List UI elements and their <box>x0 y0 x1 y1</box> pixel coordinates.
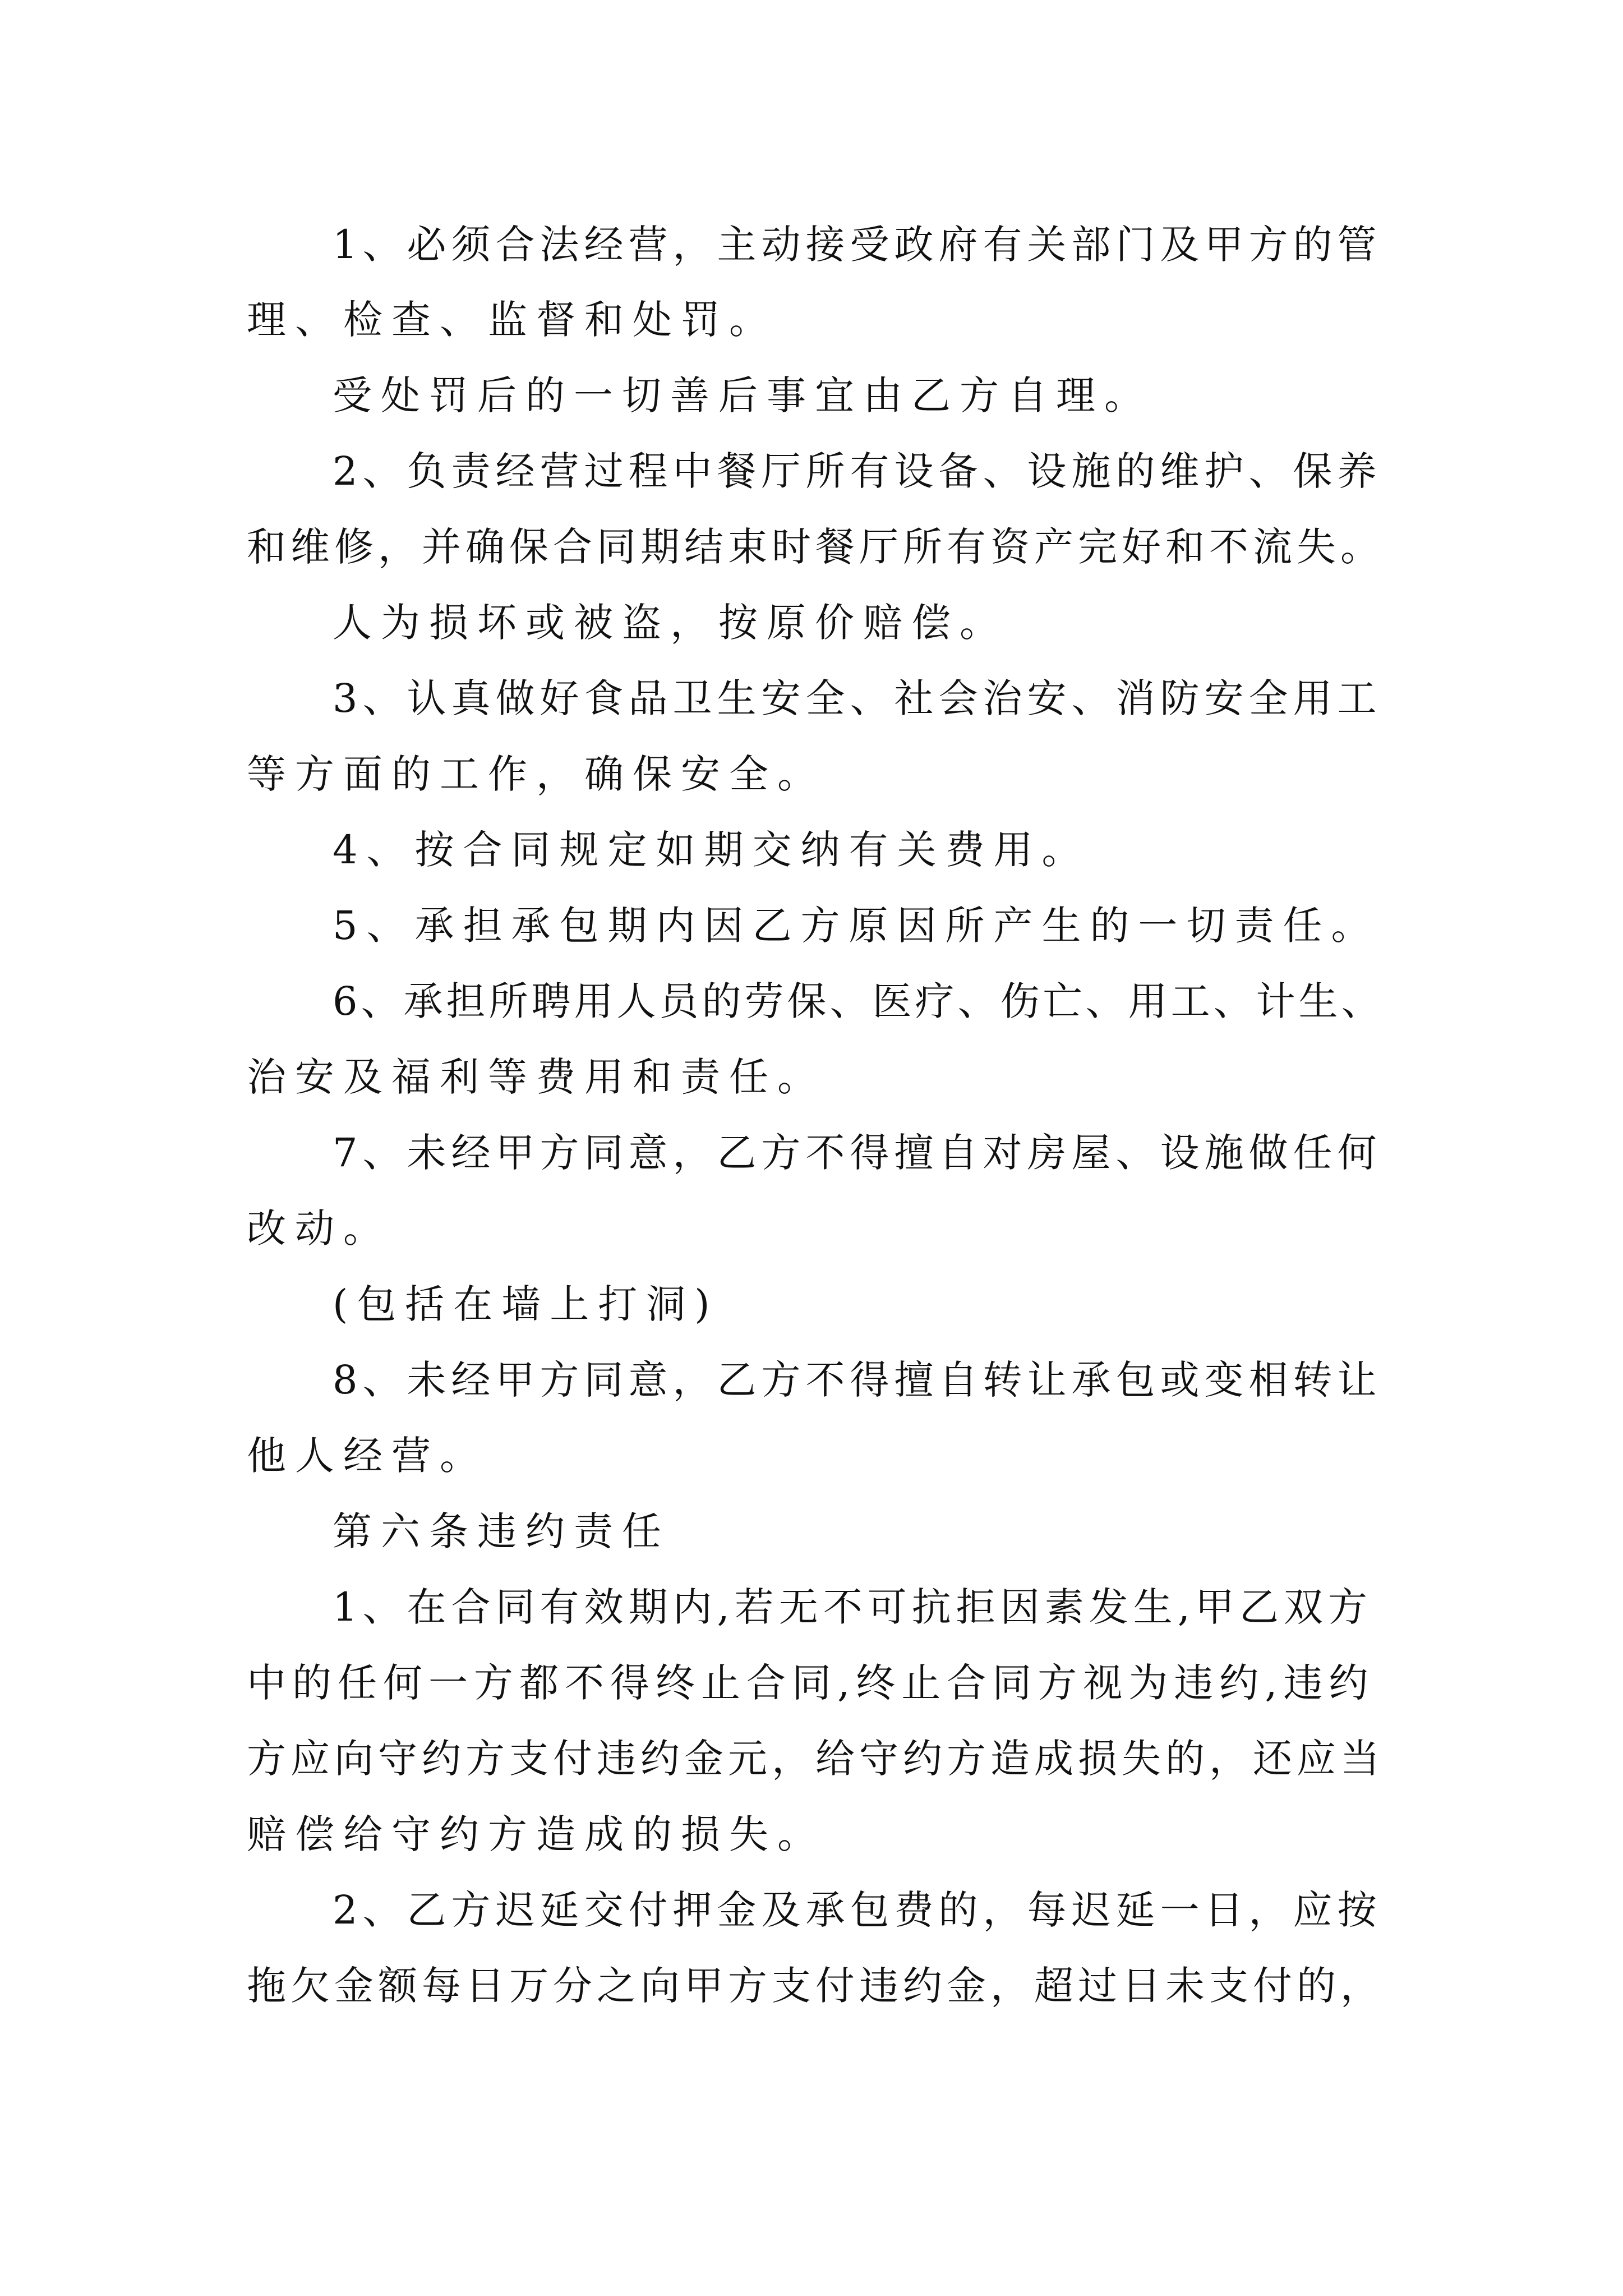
text-line: 6、承担所聘用人员的劳保、医疗、伤亡、用工、计生、 <box>333 978 1384 1024</box>
text-line: 中的任何一方都不得终止合同,终止合同方视为违约,违约 <box>247 1660 1375 1706</box>
text-line: 治安及福利等费用和责任。 <box>247 1054 826 1100</box>
text-line: (包括在墙上打洞) <box>333 1281 719 1327</box>
section-heading: 第六条违约责任 <box>333 1508 670 1554</box>
text-line: 等方面的工作，确保安全。 <box>247 751 826 797</box>
text-line: 5、承担承包期内因乙方原因所产生的一切责任。 <box>333 903 1380 949</box>
text-line: 改动。 <box>247 1205 391 1251</box>
text-line: 8、未经甲方同意，乙方不得擅自转让承包或变相转让 <box>333 1357 1382 1403</box>
text-line: 理、检查、监督和处罚。 <box>247 297 777 343</box>
text-line: 和维修，并确保合同期结束时餐厅所有资产完好和不流失。 <box>247 524 1384 570</box>
text-line: 3、认真做好食品卫生安全、社会治安、消防安全用工 <box>333 675 1382 721</box>
text-line: 赔偿给守约方造成的损失。 <box>247 1811 826 1857</box>
text-line: 人为损坏或被盗，按原价赔偿。 <box>333 600 1008 646</box>
text-line: 1、必须合法经营，主动接受政府有关部门及甲方的管 <box>333 222 1382 268</box>
text-line: 他人经营。 <box>247 1433 488 1479</box>
text-line: 2、负责经营过程中餐厅所有设备、设施的维护、保养 <box>333 448 1382 494</box>
text-line: 4、按合同规定如期交纳有关费用。 <box>333 827 1090 873</box>
text-line: 1、在合同有效期内,若无不可抗拒因素发生,甲乙双方 <box>333 1584 1373 1630</box>
text-line: 方应向守约方支付违约金元，给守约方造成损失的，还应当 <box>247 1736 1384 1782</box>
text-line: 7、未经甲方同意，乙方不得擅自对房屋、设施做任何 <box>333 1130 1382 1176</box>
text-line: 受处罚后的一切善后事宜由乙方自理。 <box>333 372 1152 418</box>
text-line: 2、乙方迟延交付押金及承包费的，每迟延一日，应按 <box>333 1887 1382 1933</box>
text-line: 拖欠金额每日万分之向甲方支付违约金，超过日未支付的， <box>247 1963 1384 2009</box>
